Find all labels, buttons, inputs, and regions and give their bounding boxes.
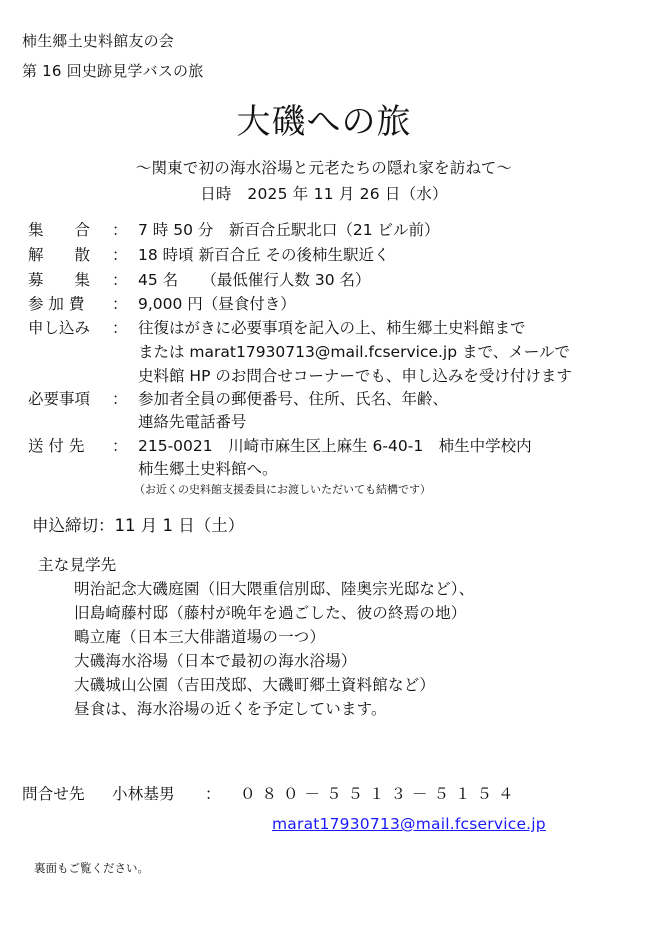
detail-value: 215-0021 川崎市麻生区上麻生 6-40-1 柿生中学校内 [138, 437, 532, 455]
detail-value: 柿生郷土史料館へ。 [138, 460, 278, 478]
detail-value: 9,000 円（昼食付き） [138, 295, 296, 313]
delivery-note: （お近くの史料館支援委員にお渡しいただいても結構です） [134, 483, 431, 496]
event-name: 第 16 回史跡見学バスの旅 [22, 62, 204, 80]
detail-value: 18 時頃 新百合丘 その後柿生駅近く [138, 246, 390, 264]
contact-colon: ： [205, 785, 221, 803]
detail-label: 集 合 [28, 221, 91, 239]
detail-value: 連絡先電話番号 [138, 413, 247, 431]
contact-email-link[interactable]: marat17930713@mail.fcservice.jp [272, 815, 546, 833]
contact-phone: ０８０－５５１３－５１５４ [240, 785, 520, 803]
detail-colon: ： [112, 437, 128, 455]
page-title: 大磯への旅 [236, 102, 412, 142]
sights-heading: 主な見学先 [38, 556, 117, 574]
subtitle: ～関東で初の海水浴場と元老たちの隠れ家を訪ねて～ [135, 159, 513, 177]
detail-label: 必要事項 [28, 390, 91, 408]
sight-item: 鴫立庵（日本三大俳諧道場の一つ） [74, 628, 326, 646]
sight-item: 大磯城山公園（吉田茂邸、大磯町郷土資料館など） [74, 676, 436, 694]
event-date: 日時 2025 年 11 月 26 日（水） [200, 185, 448, 203]
detail-colon: ： [112, 390, 128, 408]
contact-label: 問合せ先 [22, 785, 85, 803]
detail-label: 送 付 先 [28, 437, 85, 455]
detail-colon: ： [112, 246, 128, 264]
detail-label: 申し込み [28, 319, 91, 337]
detail-colon: ： [112, 319, 128, 337]
sight-item: 旧島崎藤村邸（藤村が晩年を過ごした、彼の終焉の地） [74, 604, 467, 622]
sight-item: 明治記念大磯庭園（旧大隈重信別邸、陸奥宗光邸など）、 [74, 580, 475, 598]
organization-name: 柿生郷土史料館友の会 [22, 32, 175, 50]
lunch-note: 昼食は、海水浴場の近くを予定しています。 [74, 700, 387, 718]
deadline: 申込締切：11 月 1 日（土） [32, 516, 245, 535]
detail-value: 45 名 （最低催行人数 30 名） [138, 271, 371, 289]
detail-value: 参加者全員の郵便番号、住所、氏名、年齢、 [138, 390, 449, 408]
contact-name: 小林基男 [112, 785, 175, 803]
detail-colon: ： [112, 295, 128, 313]
detail-label: 解 散 [28, 246, 91, 264]
detail-colon: ： [112, 221, 128, 239]
detail-label: 参 加 費 [28, 295, 85, 313]
sight-item: 大磯海水浴場（日本で最初の海水浴場） [74, 652, 357, 670]
detail-colon: ： [112, 271, 128, 289]
detail-value: または marat17930713@mail.fcservice.jp まで、メールで [138, 343, 570, 361]
footer-note: 裏面もご覧ください。 [34, 861, 149, 875]
detail-label: 募 集 [28, 271, 91, 289]
detail-value: 往復はがきに必要事項を記入の上、柿生郷土史料館まで [138, 319, 526, 337]
detail-value: 7 時 50 分 新百合丘駅北口（21 ビル前） [138, 221, 440, 239]
detail-value: 史料館 HP のお問合せコーナーでも、申し込みを受け付けます [138, 367, 572, 385]
